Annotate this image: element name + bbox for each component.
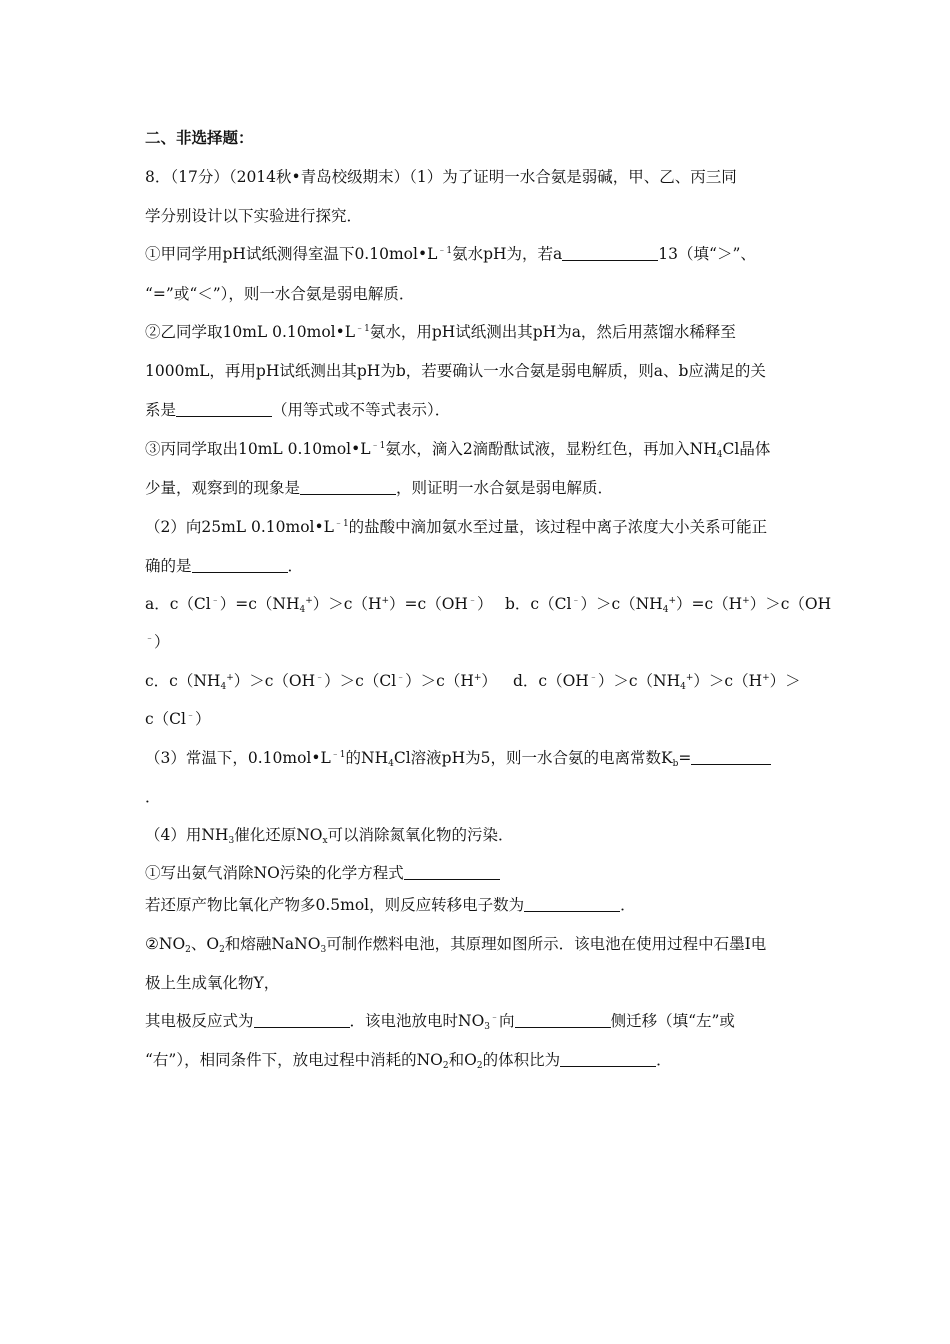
- q8-part4-line-3: 若还原产物比氧化产物多0.5mol，则反应转移电子数为 ．: [145, 896, 636, 914]
- q8-part4-line-6: 其电极反应式为 ．该电池放电时$NO_3^﹣$向 侧迁移（填“左”或: [145, 1012, 735, 1032]
- answer-blank[interactable]: [524, 895, 620, 912]
- answer-blank[interactable]: [254, 1011, 350, 1028]
- q8-part4-line-5: 极上生成氧化物Y，: [145, 974, 280, 992]
- answer-blank[interactable]: [404, 863, 500, 880]
- answer-blank[interactable]: [176, 400, 272, 417]
- answer-blank[interactable]: [300, 478, 396, 495]
- q8-line-1: 8．（17分）（2014秋•青岛校级期末）（1）为了证明一水合氨是弱碱，甲、乙、丙三同: [145, 168, 737, 186]
- q8-part4-line-4: $②NO_2$、$O_2$和熔融NaNO$_3$可制作燃料电池，其原理如图所示．该电池在使用过程中石墨Ⅰ电: [145, 935, 767, 955]
- options-d-cont: c（Cl﹣）: [145, 710, 211, 728]
- q8-part4-line-2: ①写出氨气消除NO污染的化学方程式: [145, 861, 810, 885]
- answer-blank[interactable]: [560, 1050, 656, 1067]
- q8-line-5: ②乙同学取10mL $0.10mol•L^{﹣1}$氨水，用pH试纸测出其pH为a，然后用蒸馏水稀释至: [145, 323, 736, 341]
- q8-part3-end: ．: [145, 788, 161, 806]
- q8-line-8: ③丙同学取出10mL $0.10mol•L^{﹣1}$氨水，滴入2滴酚酞试液，显粉红色，再加入$NH_4Cl$晶体: [145, 440, 771, 460]
- answer-blank[interactable]: [192, 556, 288, 573]
- q8-line-10: （2）向25mL $0.10mol•L^{﹣1}$的盐酸中滴加氨水至过量，该过程中离子浓度大小关系可能正: [145, 518, 768, 536]
- q8-part4: （4）用$NH_3$催化还原$NO_x$可以消除氮氧化物的污染．: [145, 826, 514, 846]
- answer-blank[interactable]: [562, 244, 658, 261]
- q8-part3: （3）常温下，$0.10mol•L^{﹣1}$的$NH_4Cl$溶液pH为5，则一水合氨的电离常数$K_b=$: [145, 746, 810, 770]
- q8-line-11: 确的是 ．: [145, 557, 304, 575]
- answer-blank[interactable]: [515, 1011, 611, 1028]
- options-cd: c．$c(NH_4^+)>c(OH^﹣)>c(Cl^﹣)>c(H^+)$ d．$c(OH^﹣)>c(NH_4^+)>c(H^+)>$: [145, 672, 801, 692]
- section-title: 二、非选择题：: [145, 128, 254, 147]
- answer-blank[interactable]: [691, 748, 771, 765]
- q8-line-2: 学分别设计以下实验进行探究．: [145, 207, 363, 225]
- q8-part4-line-7: “右”），相同条件下，放电过程中消耗的$NO_2$和$O_2$的体积比为 ．: [145, 1051, 672, 1071]
- options-b-cont: ﹣）: [145, 633, 170, 651]
- q8-line-7: 系是 （用等式或不等式表示）．: [145, 401, 451, 419]
- q8-line-9: 少量，观察到的现象是 ，则证明一水合氨是弱电解质．: [145, 479, 614, 497]
- q8-line-3: ①甲同学用pH试纸测得室温下$0.10mol•L^{﹣1}$氨水pH为，若a 13（填“＞”、: [145, 245, 756, 263]
- q8-line-6: 1000mL，再用pH试纸测出其pH为b，若要确认一水合氨是弱电解质，则a、b应满足的关: [145, 362, 766, 380]
- q8-line-4: “=”或“＜”），则一水合氨是弱电解质．: [145, 285, 415, 303]
- options-ab: a．$c(Cl^﹣)=c(NH_4^+)>c(H^+)=c(OH^﹣)$ b．$c(Cl^﹣)>c(NH_4^+)=c(H^+)>c(OH$: [145, 595, 832, 615]
